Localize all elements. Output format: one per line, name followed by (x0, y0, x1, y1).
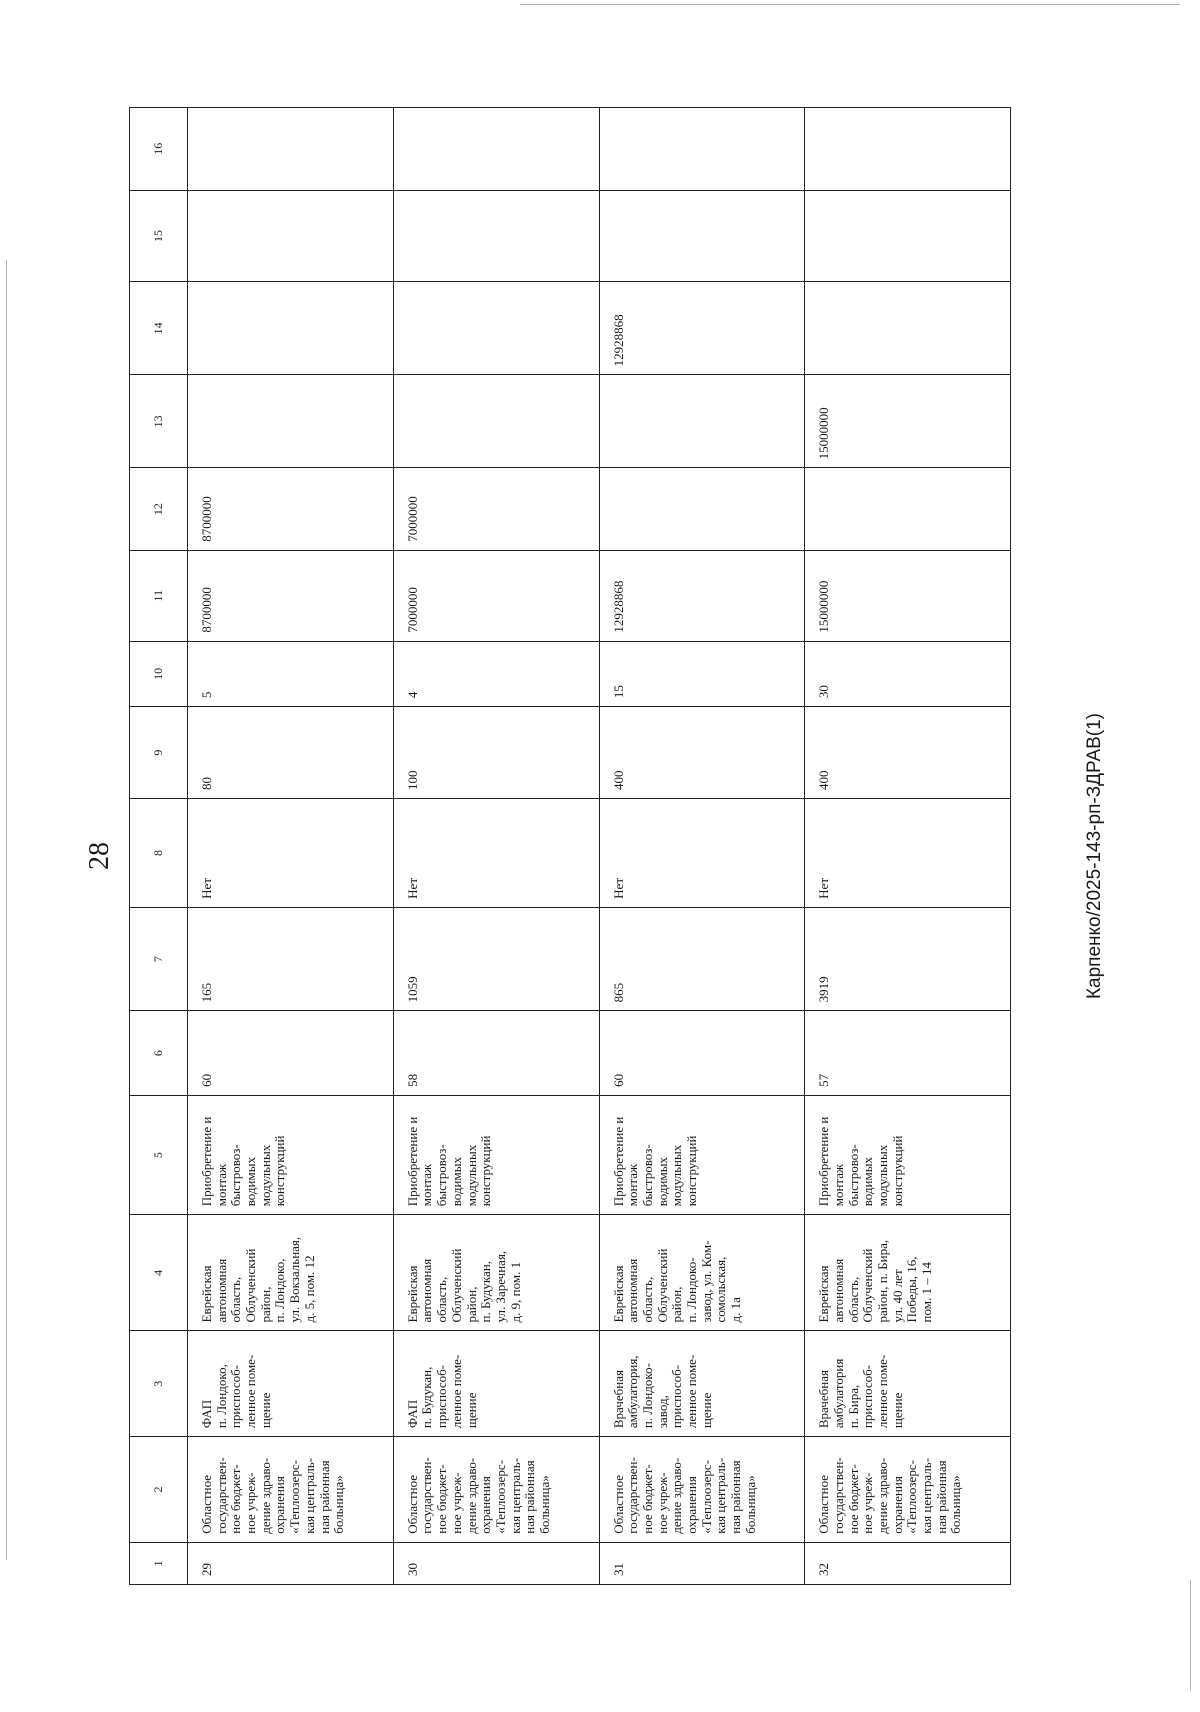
table-cell-col-13: 15000000 (805, 375, 1011, 468)
column-number-16: 16 (130, 108, 188, 191)
table-cell-col-3: ФАП п. Будукан, приспособ- ленное поме- щение (393, 1331, 599, 1437)
column-number-5: 5 (130, 1095, 188, 1214)
table-cell-col-1: 29 (188, 1542, 394, 1584)
table-cell-col-11: 8700000 (188, 550, 394, 641)
table-cell-col-4: Еврейская автономная область, Облученский район, п. Лондоко- завод, ул. Ком- сомольская, д. 1а (599, 1215, 805, 1331)
table-cell-col-16 (805, 108, 1011, 191)
column-number-12: 12 (130, 468, 188, 550)
table-cell-col-13 (188, 375, 394, 468)
table-cell-col-5: Приобретение и монтаж быстровоз- водимых модульных конструкций (599, 1095, 805, 1214)
table-cell-col-8: Нет (599, 799, 805, 908)
table-cell-col-15 (188, 190, 394, 282)
table-cell-col-5: Приобретение и монтаж быстровоз- водимых модульных конструкций (188, 1095, 394, 1214)
table-cell-col-16 (393, 108, 599, 191)
table-cell-col-10: 4 (393, 641, 599, 707)
table-cell-col-3: ФАП п. Лондоко, приспособ- ленное поме- щение (188, 1331, 394, 1437)
table-cell-col-7: 865 (599, 907, 805, 1011)
column-number-1: 1 (130, 1542, 188, 1584)
column-number-9: 9 (130, 707, 188, 799)
table-cell-col-3: Врачебная амбулатория, п. Лондоко- завод, приспособ- ленное поме- щение (599, 1331, 805, 1437)
column-number-13: 13 (130, 375, 188, 468)
table-cell-col-15 (393, 190, 599, 282)
column-number-15: 15 (130, 190, 188, 282)
table-cell-col-16 (599, 108, 805, 191)
column-number-11: 11 (130, 550, 188, 641)
column-number-10: 10 (130, 641, 188, 707)
table-cell-col-15 (599, 190, 805, 282)
table-cell-col-6: 60 (599, 1011, 805, 1096)
table-cell-col-2: Областное государствен- ное бюджет- ное учреж- дение здраво- охранения «Теплоозерс- кая централь- ная районная больница» (599, 1437, 805, 1543)
table-cell-col-5: Приобретение и монтаж быстровоз- водимых модульных конструкций (805, 1095, 1011, 1214)
scan-edge-top (520, 4, 1180, 5)
table-row (188, 108, 394, 1585)
table-cell-col-8: Нет (188, 799, 394, 908)
table-cell-col-4: Еврейская автономная область, Облученский район, п. Будукан, ул. Заречная, д. 9, пом. 1 (393, 1215, 599, 1331)
table-cell-col-4: Еврейская автономная область, Облученский район, п. Лондоко, ул. Вокзальная, д. 5, пом. 12 (188, 1215, 394, 1331)
column-number-14: 14 (130, 282, 188, 375)
table-cell-col-12 (599, 468, 805, 550)
table-cell-col-14: 12928868 (599, 282, 805, 375)
table-cell-col-14 (805, 282, 1011, 375)
table-cell-col-7: 1059 (393, 907, 599, 1011)
header-row (130, 108, 188, 1585)
table-cell-col-2: Областное государствен- ное бюджет- ное учреж- дение здраво- охранения «Теплоозерс- кая централь- ная районная больница» (393, 1437, 599, 1543)
table-cell-col-9: 80 (188, 707, 394, 799)
table-cell-col-8: Нет (393, 799, 599, 908)
table-cell-col-15 (805, 190, 1011, 282)
table-cell-col-11: 7000000 (393, 550, 599, 641)
data-table-rotated (129, 107, 1011, 1585)
table-cell-col-2: Областное государствен- ное бюджет- ное учреж- дение здраво- охранения «Теплоозерс- кая централь- ная районная больница» (188, 1437, 394, 1543)
table-cell-col-9: 400 (599, 707, 805, 799)
column-number-2: 2 (130, 1437, 188, 1543)
scan-edge-left (6, 260, 7, 1560)
table-cell-col-1: 31 (599, 1542, 805, 1584)
column-number-4: 4 (130, 1215, 188, 1331)
table-cell-col-12: 7000000 (393, 468, 599, 550)
table-row (805, 108, 1011, 1585)
table-cell-col-14 (393, 282, 599, 375)
table-cell-col-6: 60 (188, 1011, 394, 1096)
column-number-8: 8 (130, 799, 188, 908)
scan-edge-right (1190, 1580, 1191, 1690)
table-cell-col-12 (805, 468, 1011, 550)
table-cell-col-9: 100 (393, 707, 599, 799)
table-cell-col-14 (188, 282, 394, 375)
data-table (129, 107, 1011, 1585)
table-cell-col-16 (188, 108, 394, 191)
column-number-3: 3 (130, 1331, 188, 1437)
table-body (188, 108, 1011, 1585)
table-cell-col-13 (393, 375, 599, 468)
table-cell-col-10: 30 (805, 641, 1011, 707)
column-number-7: 7 (130, 907, 188, 1011)
table-cell-col-1: 32 (805, 1542, 1011, 1584)
table-row (393, 108, 599, 1585)
column-number-6: 6 (130, 1011, 188, 1096)
table-cell-col-9: 400 (805, 707, 1011, 799)
table-cell-col-11: 12928868 (599, 550, 805, 641)
table-cell-col-8: Нет (805, 799, 1011, 908)
table-cell-col-2: Областное государствен- ное бюджет- ное учреж- дение здраво- охранения «Теплоозерс- кая централь- ная районная больница» (805, 1437, 1011, 1543)
table-cell-col-4: Еврейская автономная область, Облученский район, п. Бира, ул. 40 лет Победы, 16, пом. 1 – 14 (805, 1215, 1011, 1331)
table-cell-col-12: 8700000 (188, 468, 394, 550)
table-row (599, 108, 805, 1585)
table-cell-col-1: 30 (393, 1542, 599, 1584)
table-cell-col-7: 165 (188, 907, 394, 1011)
table-cell-col-6: 57 (805, 1011, 1011, 1096)
table-cell-col-11: 15000000 (805, 550, 1011, 641)
table-cell-col-7: 3919 (805, 907, 1011, 1011)
table-cell-col-10: 15 (599, 641, 805, 707)
document-reference: Карпенко/2025-143-рп-ЗДРАВ(1) (1084, 712, 1105, 1000)
page-number: 28 (84, 842, 115, 870)
table-cell-col-3: Врачебная амбулатория п. Бира, приспособ- ленное поме- щение (805, 1331, 1011, 1437)
table-cell-col-5: Приобретение и монтаж быстровоз- водимых модульных конструкций (393, 1095, 599, 1214)
table-cell-col-10: 5 (188, 641, 394, 707)
table-cell-col-6: 58 (393, 1011, 599, 1096)
table-cell-col-13 (599, 375, 805, 468)
